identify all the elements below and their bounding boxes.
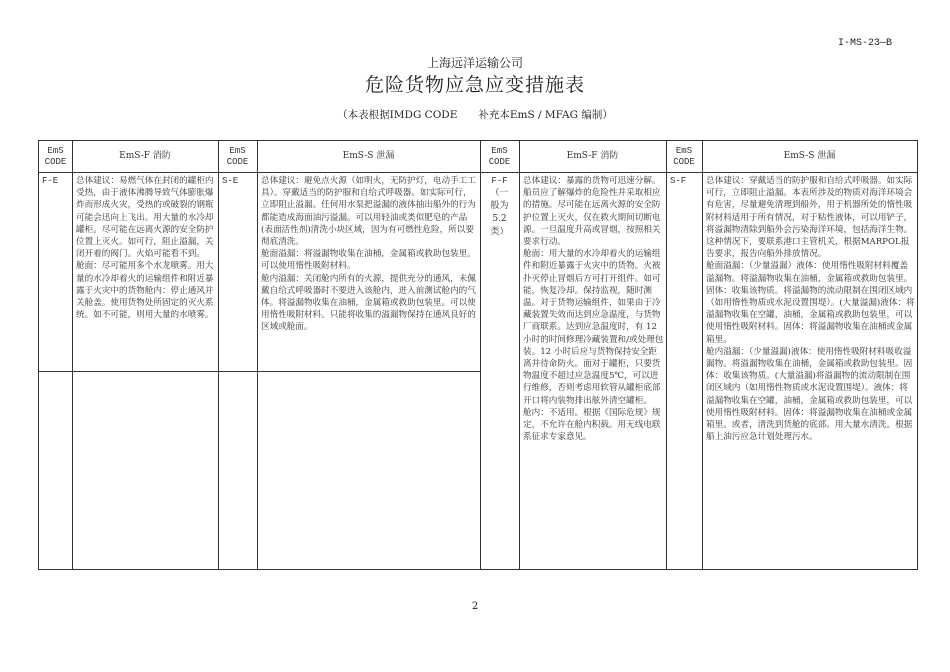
header-ems-code: EmS CODE <box>44 145 67 167</box>
spill-paragraph: 总体建议：穿戴适当的防护服和自给式呼吸器。如实际可行，立即阻止溢漏。本表所涉及的物质对海洋环境会有危害，尽量避免清理到船外，用于机器所处的惰性吸附材料适用于所有情况，对于粘性液体，可以用铲子，将溢漏物清除到船外会污染海洋环境，包括海洋生物。这种情况下，要联系港口主管机关，根据MARPOL报告要求，报告向船外排放情况。 <box>706 176 913 260</box>
column-divider <box>666 141 667 569</box>
fire-paragraph: 总体建议：暴露的货物可迅速分解。船员应了解爆炸的危险性并采取相应的措施。尽可能在远离火源的安全防护位置上灭火，仅在救火期间切断电源。一旦温度升高或冒烟，按照相关要求行动。 <box>523 176 661 248</box>
header-ems-code: EmS CODE <box>673 145 695 167</box>
spill-measures-left <box>261 175 477 370</box>
header-fire: EmS-F 消防 <box>119 151 171 161</box>
fire-paragraph: 舱面：尽可能用多个水龙喷雾。用大量的水冷却着火的运输组件和附近暴露于火灾中的货物舱内：停止通风并关舱盖。使用货物处所固定的灭火系统。如不可能，则用大量的水喷雾。 <box>76 261 214 321</box>
spill-paragraph: 舱内溢漏：（少量溢漏)液体：使用惰性吸附材料吸收溢漏物。将溢漏物收集在油桶，金属箱或救助包装里。固体：收集该物质。(大量溢漏)将溢漏物的流动限制在围闭区域内（如用惰性物质或水泥设置围堤）。液体：将溢漏物收集在空罐，油桶，金属箱或救助包装里，可以使用惰性吸附材料。固体：将溢漏物收集在油桶或金属箱里。或者，清洗到货舱的底部。用大量水清洗。根据船上油污应急计划处理污水。 <box>706 346 913 443</box>
page-number: 2 <box>471 601 479 612</box>
company-name: 上海远洋运输公司 <box>426 56 523 70</box>
fire-code-right-cell <box>482 175 517 239</box>
header-ems-code: EmS CODE <box>226 145 249 167</box>
fire-code-note: （一般为5.2类） <box>490 188 509 238</box>
header-spill: EmS-S 泄漏 <box>342 151 395 161</box>
spill-paragraph: 总体建议：避免点火源（如明火，无防护灯，电动手工工具）。穿戴适当的防护服和自给式呼吸器。如实际可行，立即阻止溢漏。任何用水泵把溢漏的液体抽出船外的行为都能造成海面油污溢漏。可以用轻油或类似肥皂的产品(表面活性剂)清洗小块区域，因为有可燃性危险，所以要彻底清洗。 <box>261 176 476 248</box>
page-title: 危险货物应急应变措施表 <box>364 74 585 96</box>
header-fire: EmS-F 消防 <box>566 151 619 161</box>
column-divider <box>257 141 258 569</box>
spill-paragraph: 舱面溢漏：（少量溢漏）液体：使用惰性吸附材料覆盖溢漏物。将溢漏物收集在油桶，金属箱或救助包装里。固体：收集该物质。将溢漏物的流动限制在围闭区域内（如用惰性物质或水泥设置围堤）。(大量溢漏)液体：将溢漏物收集在空罐，油桶，金属箱或救助包装里，可以使用惰性吸附材料。固体：将溢漏物收集在油桶或金属箱里。 <box>706 261 915 345</box>
spill-paragraph: 舱内溢漏：关闭舱内所有的火源，提供充分的通风，未佩戴自给式呼吸器时不要进入该舱内，进入前测试舱内的气体。将溢漏物收集在油桶，金属箱或救助包装里。可以使用惰性吸附材料。只能将收集的溢漏物保持在通风良好的区域或舱面。 <box>261 273 476 333</box>
header-spill: EmS-S 泄漏 <box>783 151 836 161</box>
page-subtitle: （本表根据IMDG CODE 补充本EmS / MFAG 编制） <box>337 109 613 121</box>
spill-code-left: S-E <box>222 176 239 186</box>
spill-measures-right <box>706 175 915 567</box>
spill-code-right: S-F <box>670 176 687 186</box>
column-divider <box>218 141 219 569</box>
fire-code-right: F-F <box>491 176 508 186</box>
column-divider <box>702 141 703 569</box>
fire-measures-right <box>523 175 664 567</box>
fire-measures-left <box>76 175 216 370</box>
fire-paragraph: 舱内：不适用。根据《国际危规》规定，不允许在舱内积载。用无线电联系征求专家意见。 <box>523 407 661 443</box>
emergency-response-table <box>38 140 918 570</box>
fire-paragraph: 总体建议：易燃气体在封闭的罐柜内受热，由于液体沸腾导致气体膨胀爆炸而形成火灾，受热的或破裂的钢瓶可能会迅向上飞出。用大量的水冷却罐柜。尽可能在远离火源的安全防护位置上灭火。如可行，阻止溢漏，关闭开着的阀门。火焰可能看不到。 <box>76 176 214 260</box>
column-divider <box>72 141 73 569</box>
document-number: I-MS-23—B <box>838 38 893 49</box>
fire-paragraph: 舱面：用大量的水冷却着火的运输组件和附近暴露于火灾中的货物。火被扑灭停止冒烟后方可打开组件。如可能，恢复冷却。保持监视，随时测温。对于货物运输组件，如果由于冷藏装置失效而达到应急温度，与货物厂商联系。达到应急温度时，有 12 小时的时间修理冷藏装置和/或处理包装。12 小时后应与货物保持安全距离并待命防火。面对于罐柜，只要货物温度不超过应急温度5℃，可以进行维修，否则考虑用软管从罐柜底部开口将内装物排出舷外清空罐柜。 <box>523 249 664 406</box>
spill-paragraph: 舱面溢漏：将溢漏物收集在油桶，金属箱或救助包装里。可以使用惰性吸附材料。 <box>261 249 476 272</box>
header-ems-code: EmS CODE <box>488 145 511 167</box>
left-row-divider <box>39 371 480 372</box>
column-divider <box>480 141 481 569</box>
column-divider <box>519 141 520 569</box>
fire-code-left: F-E <box>42 176 59 186</box>
header-divider <box>39 172 917 173</box>
